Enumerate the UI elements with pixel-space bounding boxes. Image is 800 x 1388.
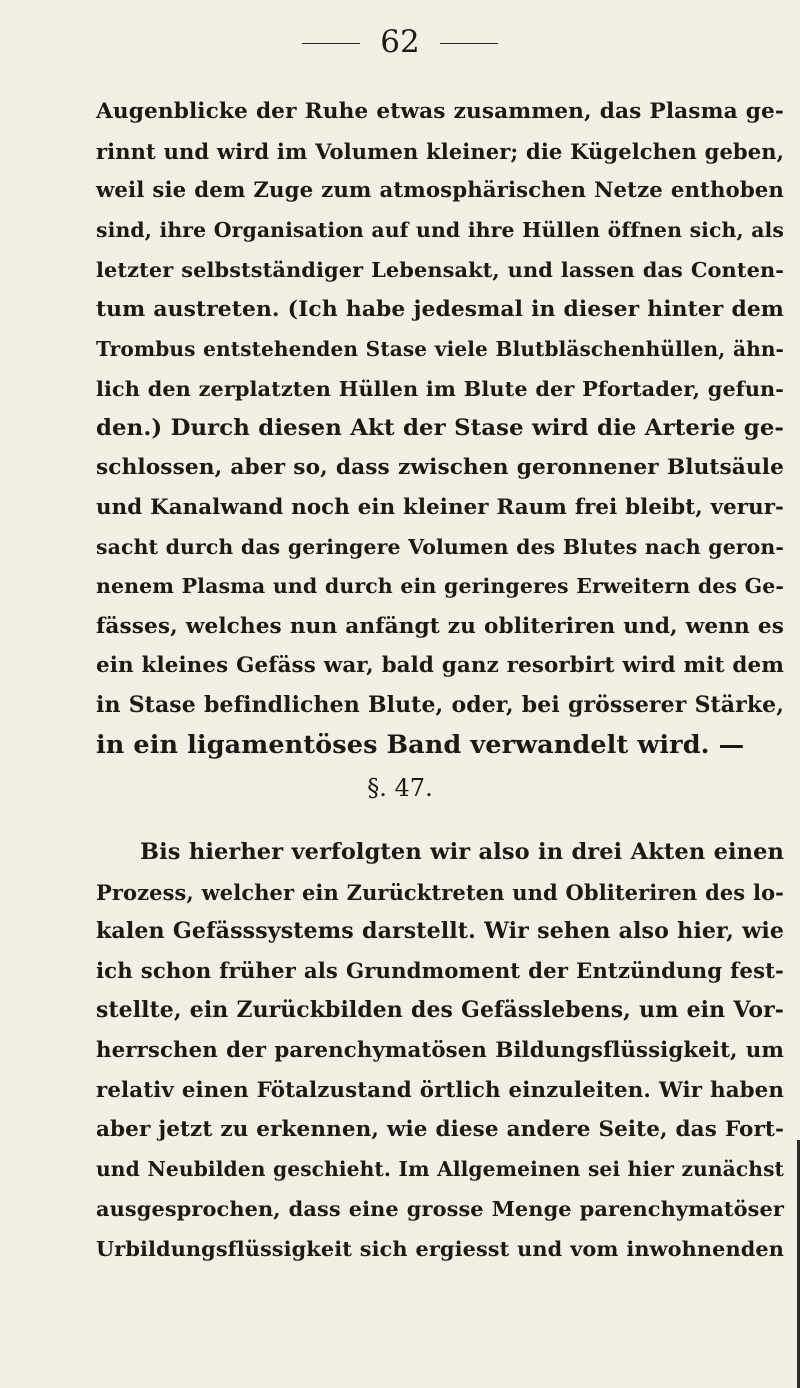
text-line: letzter selbstständiger Lebensakt, und lassen das Conten- [96,257,784,283]
page-header [0,22,800,62]
text-line: lich den zerplatzten Hüllen im Blute der Pfortader, gefun- [96,376,784,402]
text-line: ausgesprochen, dass eine grosse Menge parenchymatöser [96,1196,784,1222]
text-line: sind, ihre Organisation auf und ihre Hüllen öffnen sich, als [96,217,784,242]
text-line: Trombus entstehenden Stase viele Blutbläschenhüllen, ähn- [96,336,784,361]
section-heading: §. 47. [367,774,433,802]
text-line: und Kanalwand noch ein kleiner Raum frei bleibt, verur- [96,494,784,520]
text-line: Bis hierher verfolgten wir also in drei Akten einen [140,839,784,865]
text-line: sacht durch das geringere Volumen des Blutes nach geron- [96,534,784,559]
text-line: kalen Gefässsystems darstellt. Wir sehen also hier, wie [96,918,784,945]
text-line: herrschen der parenchymatösen Bildungsflüssigkeit, um [96,1037,784,1063]
text-line: nenem Plasma und durch ein geringeres Erweitern des Ge- [96,574,784,599]
text-line: und Neubilden geschieht. Im Allgemeinen sei hier zunächst [96,1156,784,1181]
text-line: Augenblicke der Ruhe etwas zusammen, das Plasma ge- [96,99,784,124]
text-line: in ein ligamentöses Band verwandelt wird. — [96,729,745,760]
text-line: stellte, ein Zurückbilden des Gefässlebens, um ein Vor- [96,997,784,1024]
page-number: 62 [380,24,420,60]
text-line: den.) Durch diesen Akt der Stase wird die Arterie ge- [96,414,784,441]
text-line: Urbildungsflüssigkeit sich ergiesst und vom inwohnenden [96,1235,784,1261]
header-dash-left [302,43,360,44]
text-line: Prozess, welcher ein Zurücktreten und Obliteriren des lo- [96,879,784,905]
text-line: schlossen, aber so, dass zwischen geronnener Blutsäule [96,455,784,481]
paragraph-1 [96,92,784,765]
header-dash-right [440,43,498,44]
text-line: in Stase befindlichen Blute, oder, bei grösserer Stärke, [96,691,784,718]
text-line: weil sie dem Zuge zum atmosphärischen Netze enthoben [96,178,784,204]
text-line: ein kleines Gefäss war, bald ganz resorbirt wird mit dem [96,653,784,679]
text-line: relativ einen Fötalzustand örtlich einzuleiten. Wir haben [96,1077,784,1103]
text-line: aber jetzt zu erkennen, wie diese andere Seite, das Fort- [96,1117,784,1143]
text-line: fässes, welches nun anfängt zu obliteriren und, wenn es [96,613,784,639]
text-line: rinnt und wird im Volumen kleiner; die Kügelchen geben, [96,138,784,164]
paragraph-2 [96,833,784,1269]
text-line: tum austreten. (Ich habe jedesmal in dieser hinter dem [96,296,784,322]
text-line: ich schon früher als Grundmoment der Entzündung fest- [96,958,784,984]
